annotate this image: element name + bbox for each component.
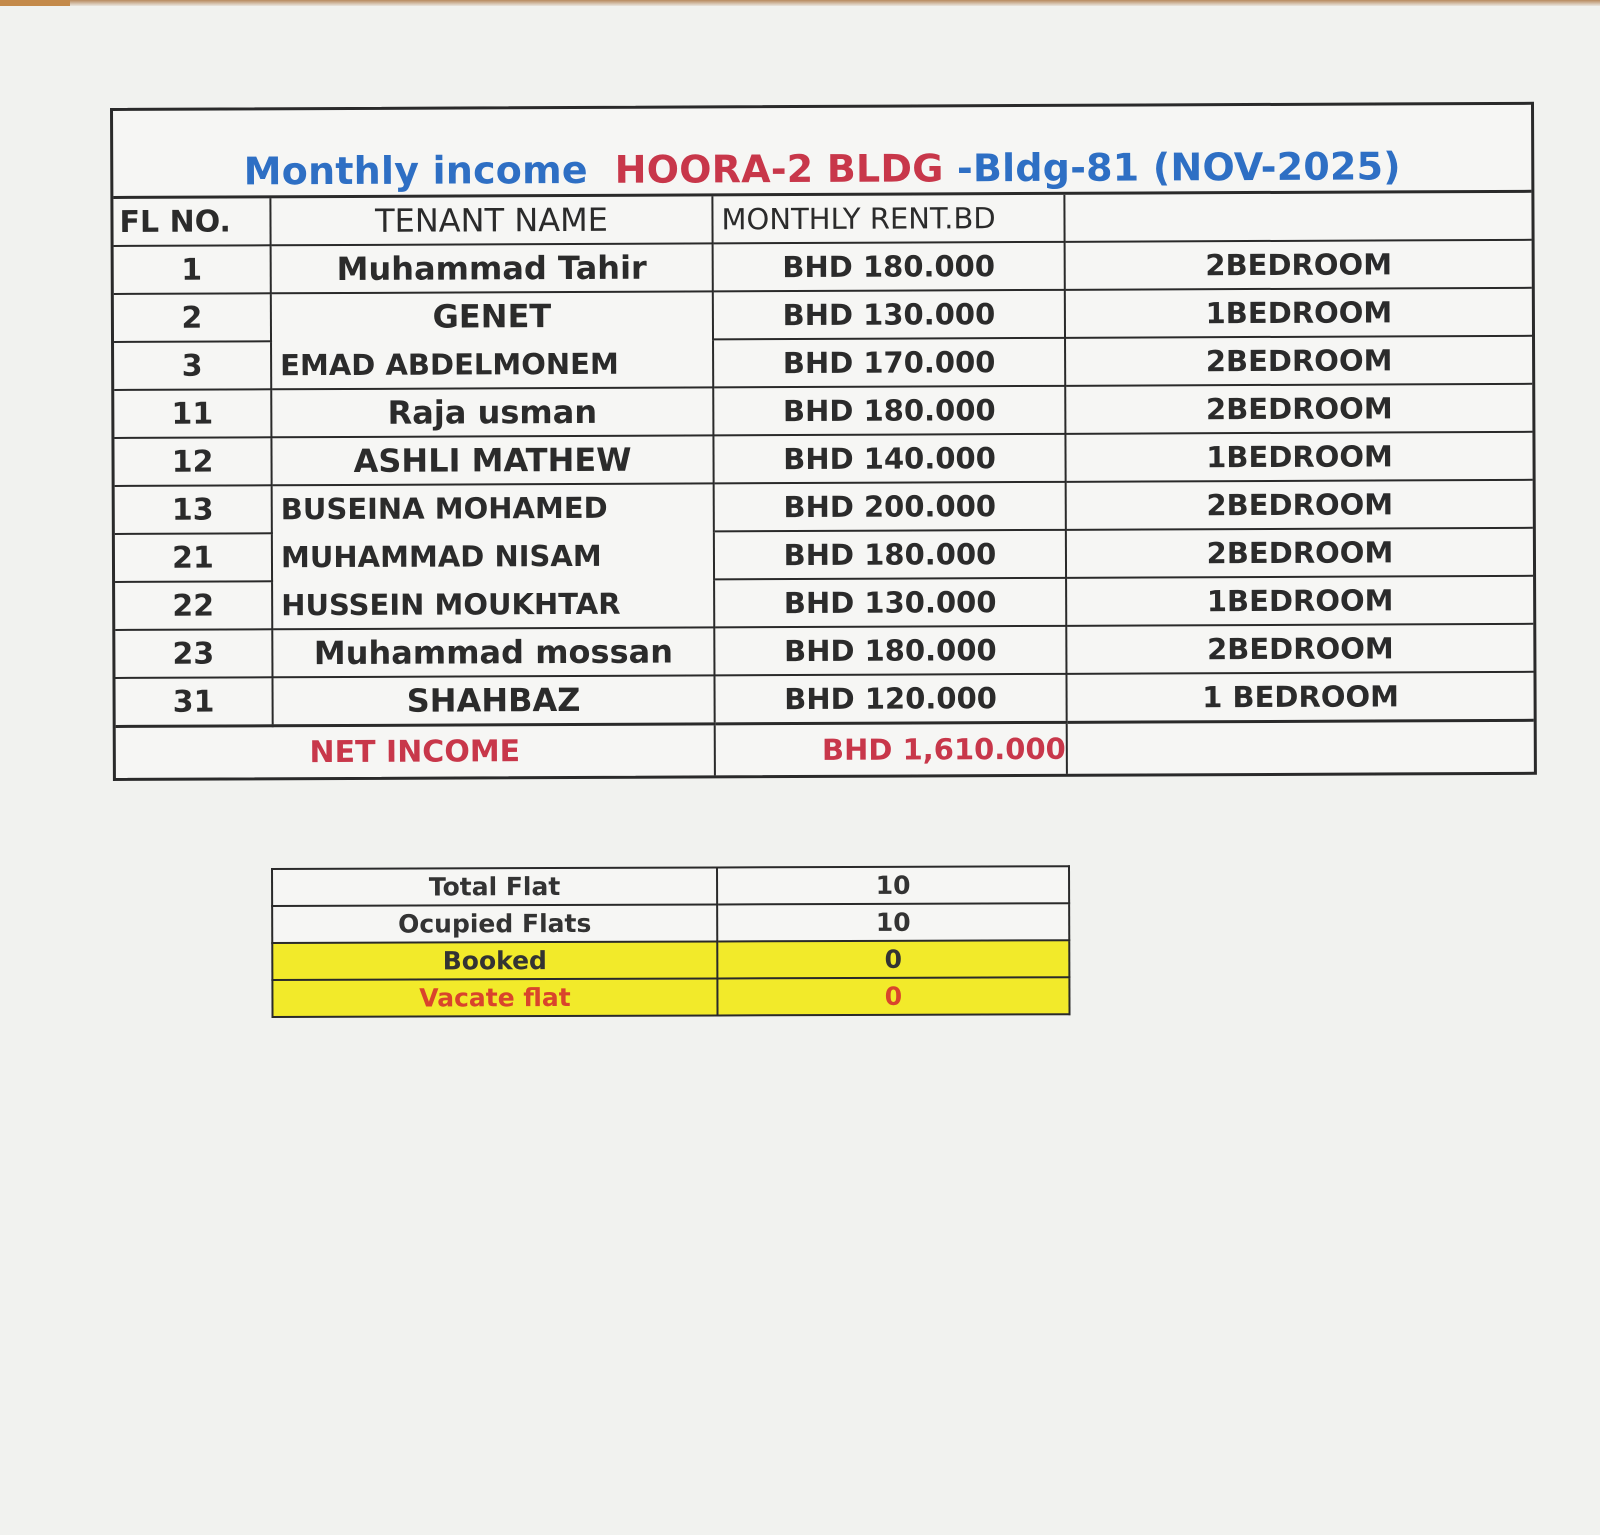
sheet-title — [113, 105, 1531, 199]
summary-value: 10 — [717, 903, 1069, 941]
tenant-name: Muhammad Tahir — [271, 243, 713, 293]
tenant-name: EMAD ABDELMONEM — [271, 339, 713, 389]
net-income-value: BHD 1,610.000 — [715, 722, 1067, 775]
header-row — [113, 193, 1531, 246]
net-income-row — [116, 720, 1534, 778]
tenant-name: SHAHBAZ — [272, 675, 714, 725]
tenant-name: BUSEINA MOHAMED — [272, 483, 714, 533]
summary-value: 0 — [717, 977, 1069, 1015]
title-monthly-income: Monthly income — [243, 147, 588, 194]
fl-number: 21 — [115, 533, 272, 582]
header-tenant-name: TENANT NAME — [270, 196, 712, 245]
fl-number: 12 — [114, 437, 271, 486]
monthly-rent: BHD 180.000 — [713, 242, 1065, 292]
flat-type: 2BEDROOM — [1066, 480, 1533, 530]
flat-type: 2BEDROOM — [1065, 240, 1532, 290]
fl-number: 1 — [114, 245, 271, 294]
monthly-rent: BHD 180.000 — [714, 626, 1066, 676]
table-row — [115, 576, 1533, 630]
fl-number: 2 — [114, 293, 271, 342]
flat-type: 1 BEDROOM — [1066, 672, 1533, 723]
fl-number: 11 — [114, 389, 271, 438]
table-row — [114, 336, 1532, 390]
monthly-rent: BHD 140.000 — [713, 434, 1065, 484]
header-fl-no: FL NO. — [113, 198, 270, 246]
summary-row-vacate — [272, 977, 1069, 1017]
fl-number: 13 — [115, 485, 272, 534]
header-monthly-rent: MONTHLY RENT.BD — [712, 195, 1064, 244]
summary-label: Ocupied Flats — [272, 904, 717, 943]
fl-number: 22 — [115, 581, 272, 630]
flat-type: 1BEDROOM — [1065, 432, 1532, 482]
monthly-rent: BHD 170.000 — [713, 338, 1065, 388]
net-income-empty-cell — [1067, 720, 1534, 774]
tenant-name: MUHAMMAD NISAM — [272, 531, 714, 581]
header-type — [1064, 193, 1531, 242]
desk-surface — [0, 0, 70, 6]
flat-type: 1BEDROOM — [1066, 576, 1533, 626]
summary-row-booked — [272, 940, 1069, 980]
monthly-rent: BHD 130.000 — [713, 290, 1065, 340]
flat-type: 2BEDROOM — [1066, 624, 1533, 674]
monthly-rent: BHD 130.000 — [714, 578, 1066, 628]
tenant-name: Raja usman — [271, 387, 713, 437]
table-row — [115, 624, 1533, 678]
summary-label: Total Flat — [272, 867, 717, 906]
fl-number: 23 — [115, 629, 272, 678]
fl-number: 31 — [115, 677, 272, 726]
table-row — [114, 288, 1532, 342]
paper-top-edge — [0, 0, 1600, 6]
net-income-label: NET INCOME — [116, 724, 715, 778]
flat-type: 2BEDROOM — [1065, 336, 1532, 386]
monthly-rent: BHD 180.000 — [713, 386, 1065, 436]
summary-value: 0 — [717, 940, 1069, 978]
flat-type: 2BEDROOM — [1065, 384, 1532, 434]
summary-label: Vacate flat — [272, 978, 717, 1017]
summary-row-occupied — [272, 903, 1069, 943]
tenant-name: ASHLI MATHEW — [271, 435, 713, 485]
monthly-rent: BHD 120.000 — [714, 674, 1066, 724]
flat-summary-table — [271, 865, 1071, 1018]
title-building-name: HOORA-2 BLDG — [614, 146, 944, 192]
table-row — [114, 240, 1532, 294]
monthly-rent: BHD 200.000 — [714, 482, 1066, 532]
tenant-name: GENET — [271, 291, 713, 341]
table-row — [115, 672, 1533, 727]
table-row — [115, 480, 1533, 534]
monthly-rent: BHD 180.000 — [714, 530, 1066, 580]
fl-number: 3 — [114, 341, 271, 390]
table-row — [114, 384, 1532, 438]
tenant-name: HUSSEIN MOUKHTAR — [272, 579, 714, 629]
flat-type: 2BEDROOM — [1066, 528, 1533, 578]
income-sheet — [110, 102, 1537, 781]
flat-type: 1BEDROOM — [1065, 288, 1532, 338]
income-table — [113, 193, 1534, 778]
flat-summary — [271, 865, 1071, 1018]
summary-row-total — [272, 866, 1069, 906]
table-row — [114, 432, 1532, 486]
summary-label: Booked — [272, 941, 717, 980]
summary-value: 10 — [717, 866, 1069, 904]
title-building-period: -Bldg-81 (NOV-2025) — [956, 144, 1401, 191]
table-row — [115, 528, 1533, 582]
tenant-name: Muhammad mossan — [272, 627, 714, 677]
